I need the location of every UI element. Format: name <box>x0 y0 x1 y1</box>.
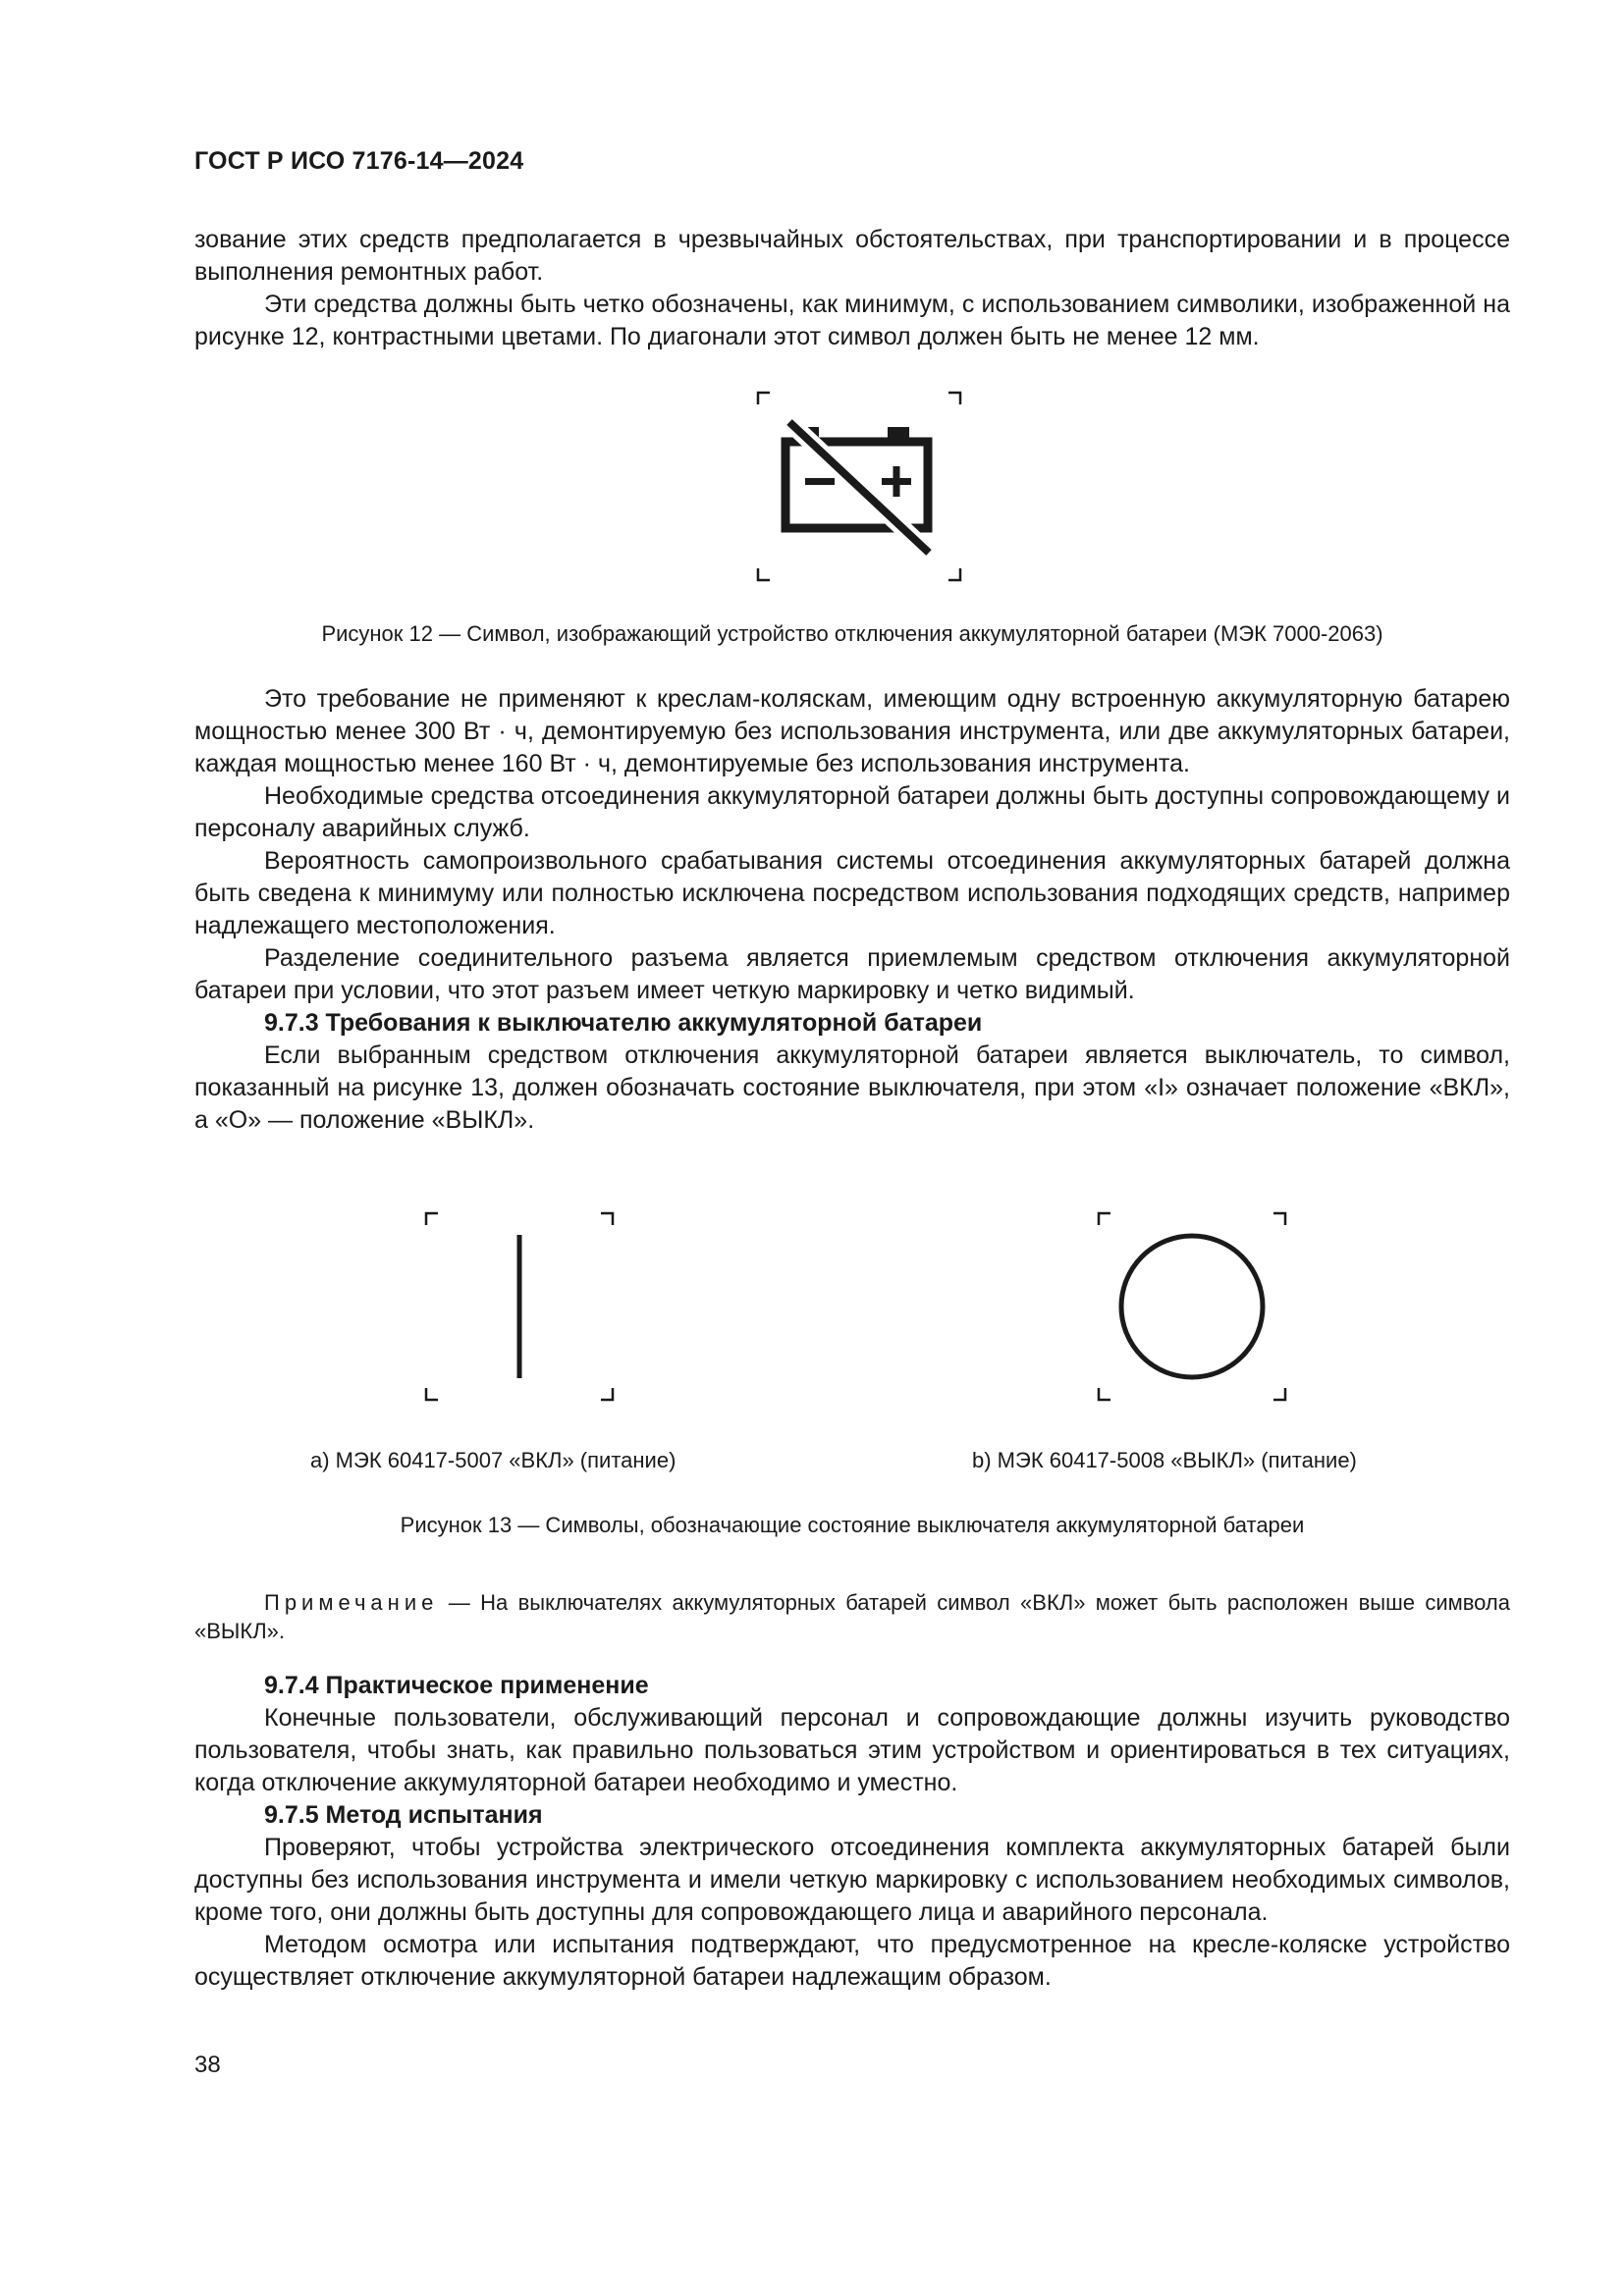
paragraph: Проверяют, чтобы устройства электрического отсоединения комплекта аккумуляторных батарей были доступны без использования инструмента и имели четкую маркировку с использованием необходимых символов, кроме того, они должны быть доступны для сопровождающего лица и аварийного персонала. <box>194 1834 1510 1926</box>
paragraph: Конечные пользователи, обслуживающий персонал и сопровождающие должны изучить руководство пользователя, чтобы знать, как правильно пользоваться этим устройством и ориентироваться в тех ситуациях, когда отключение аккумуляторной батареи необходимо и уместно. <box>194 1704 1510 1796</box>
section-heading-9-7-4: 9.7.4 Практическое применение <box>264 1672 649 1699</box>
paragraph: Разделение соединительного разъема является приемлемым средством отключения аккумуляторной батареи при условии, что этот разъем имеет четкую маркировку и четко видимый. <box>194 944 1510 1004</box>
power-off-circle-symbol-icon <box>1097 1211 1287 1402</box>
paragraph: Если выбранным средством отключения аккумуляторной батареи является выключатель, то символ, показанный на рисунке 13, должен обозначать состояние выключателя, при этом «I» означает положение «ВКЛ», а «О» — положение «ВЫКЛ». <box>194 1041 1510 1134</box>
paragraph: Вероятность самопроизвольного срабатывания системы отсоединения аккумуляторных батарей должна быть сведена к минимуму или полностью исключена посредством использования подходящих средств, например надлежащего местоположения. <box>194 847 1510 939</box>
paragraph: Это требование не применяют к креслам-коляскам, имеющим одну встроенную аккумуляторную батарею мощностью менее 300 Вт · ч, демонтируемую без использования инструмента, или две аккумуляторных батареи, каждая мощностью менее 160 Вт · ч, демонтируемые без использования инструмента. <box>194 685 1510 777</box>
paragraph: Необходимые средства отсоединения аккумуляторной батареи должны быть доступны сопровождающему и персоналу аварийных служб. <box>194 782 1510 842</box>
figure-13-caption: Рисунок 13 — Символы, обозначающие состояние выключателя аккумуляторной батареи <box>400 1513 1305 1537</box>
note-label: Примечание <box>264 1590 439 1615</box>
paragraph: Методом осмотра или испытания подтверждают, что предусмотренное на кресле-коляске устройство осуществляет отключение аккумуляторной батареи надлежащим образом. <box>194 1931 1510 1991</box>
body-text-1 <box>194 683 1510 1137</box>
battery-disconnect-symbol-icon <box>756 391 962 582</box>
figure-13a-subcaption: a) МЭК 60417-5007 «ВКЛ» (питание) <box>310 1448 677 1472</box>
intro-text <box>194 224 1510 353</box>
body-text-2 <box>194 1670 1510 1994</box>
power-on-line-symbol-icon <box>424 1211 615 1402</box>
paragraph: зование этих средств предполагается в чрезвычайных обстоятельствах, при транспортировании и в процессе выполнения ремонтных работ. <box>194 226 1510 286</box>
note-text: — На выключателях аккумуляторных батарей символ «ВКЛ» может быть расположен выше символа «ВЫКЛ». <box>194 1590 1510 1643</box>
page-number: 38 <box>194 2052 221 2078</box>
section-heading-9-7-3: 9.7.3 Требования к выключателю аккумуляторной батареи <box>264 1009 983 1037</box>
figure-12-caption: Рисунок 12 — Символ, изображающий устройство отключения аккумуляторной батареи (МЭК 7000-2063) <box>321 621 1383 646</box>
standard-header: ГОСТ Р ИСО 7176-14—2024 <box>194 147 524 175</box>
figure-13b-subcaption: b) МЭК 60417-5008 «ВЫКЛ» (питание) <box>972 1448 1357 1472</box>
paragraph: Эти средства должны быть четко обозначены, как минимум, с использованием символики, изображенной на рисунке 12, контрастными цветами. По диагонали этот символ должен быть не менее 12 мм. <box>194 291 1510 350</box>
note <box>194 1588 1510 1645</box>
section-heading-9-7-5: 9.7.5 Метод испытания <box>264 1801 543 1829</box>
